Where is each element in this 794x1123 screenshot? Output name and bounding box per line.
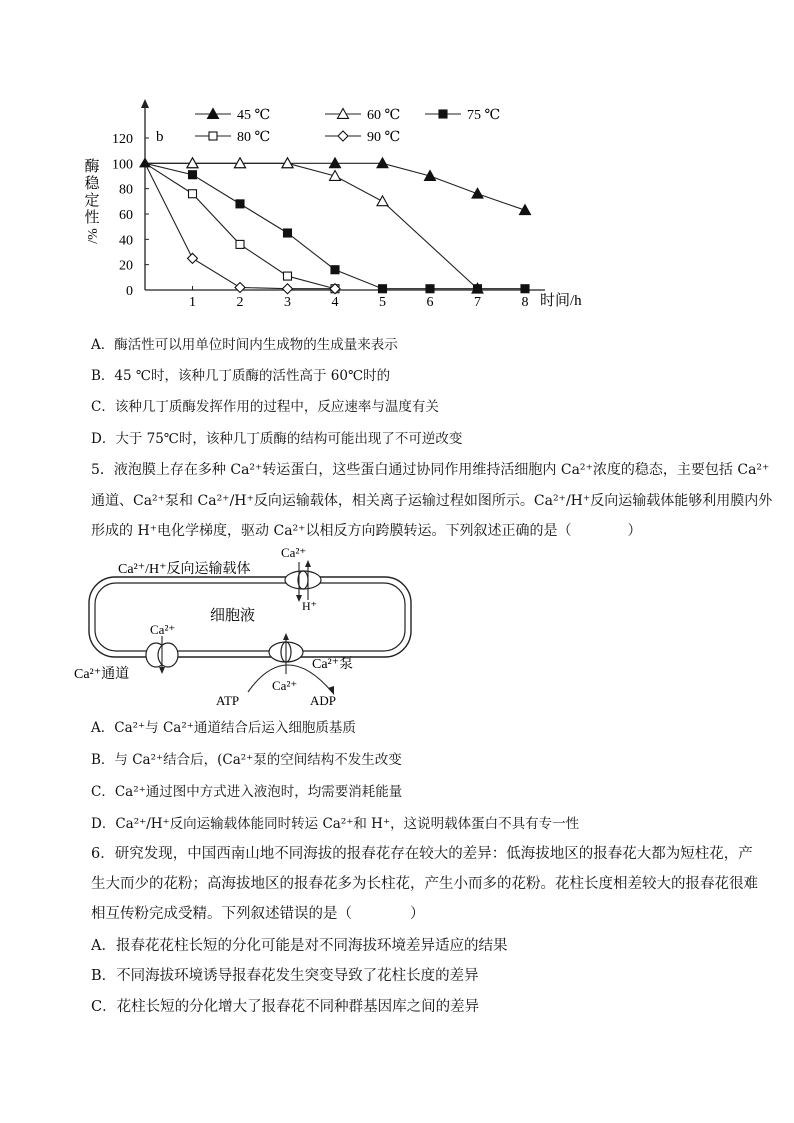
data-point [472, 188, 483, 198]
data-point [284, 229, 292, 237]
series-line [145, 163, 335, 288]
q4-option-b: B．45 ℃时，该种几丁质酶的活性高于 60℃时的 [91, 368, 391, 384]
legend-label: 45 ℃ [237, 108, 271, 123]
x-tick-label: 3 [284, 295, 291, 310]
data-point [521, 285, 529, 293]
data-point [236, 200, 244, 208]
legend-entry [325, 130, 400, 145]
y-axis-label-char: 稳 [84, 176, 100, 192]
data-point [209, 132, 217, 140]
data-point-start [139, 157, 151, 167]
data-point [284, 272, 292, 280]
series-triangle-filled [145, 158, 531, 215]
data-point [282, 158, 293, 168]
q6-option-b: B．不同海拔环境诱导报春花发生突变导致了花柱长度的差异 [91, 968, 479, 984]
q4-option-c: C．该种几丁质酶发挥作用的过程中，反应速率与温度有关 [91, 399, 439, 415]
antiporter-label: Ca²⁺/H⁺反向运输载体 [118, 562, 251, 577]
series-square-open [145, 163, 339, 292]
y-tick-label: 100 [112, 157, 133, 173]
legend-entry [325, 108, 400, 123]
x-tick-label: 1 [189, 295, 196, 310]
y-tick-label: 0 [126, 284, 133, 299]
x-tick-label: 8 [521, 295, 529, 310]
x-tick-label: 2 [236, 295, 244, 310]
y-tick-label: 20 [119, 258, 133, 274]
legend-entry [195, 108, 270, 123]
legend-label: 80 ℃ [237, 130, 271, 145]
y-tick-label: 120 [112, 132, 133, 147]
x-axis-label: 时间/h [540, 293, 582, 309]
data-point [426, 285, 434, 293]
y-axis-label-unit: /% [86, 228, 101, 244]
x-tick-label: 4 [331, 295, 339, 310]
data-point [377, 196, 388, 206]
y-axis-label-char: 酶 [84, 159, 100, 175]
legend-entry [425, 108, 500, 123]
data-point [331, 266, 339, 274]
vacuole-label: 细胞液 [210, 608, 256, 624]
chart-legend [195, 108, 500, 145]
series-diamond-open [145, 163, 340, 293]
data-point [188, 253, 198, 263]
data-point [439, 110, 447, 118]
legend-label: 75 ℃ [467, 108, 501, 123]
ca-channel-label: Ca²⁺通道 [74, 667, 130, 682]
data-point [236, 240, 244, 248]
q6-stem-line2: 生大而少的花粉；高海拔地区的报春花多为长柱花，产生小而多的花粉。花柱长度相差较大的报春花很难 [91, 876, 758, 892]
h-label: H⁺ [302, 599, 317, 613]
q5-option-b: B．与 Ca²⁺结合后，(Ca²⁺泵的空间结构不发生改变 [91, 752, 402, 768]
x-tick-label: 7 [474, 295, 481, 310]
y-tick-label: 60 [119, 208, 133, 223]
q5-stem-line3: 形成的 H⁺电化学梯度，驱动 Ca²⁺以相反方向跨膜转运。下列叙述正确的是（ ） [91, 523, 642, 539]
atp-label: ATP [216, 693, 240, 708]
data-point [338, 131, 348, 141]
data-point [189, 171, 197, 179]
ca-top-label: Ca²⁺ [281, 545, 307, 560]
data-point [189, 190, 197, 198]
q5-stem-line2: 通道、Ca²⁺泵和 Ca²⁺/H⁺反向运输载体，相关离子运输过程如图所示。Ca²⁺/H⁺反向运输载体能够利用膜内外 [91, 493, 773, 509]
series-square-filled [145, 163, 529, 292]
q5-stem-line1: 5．液泡膜上存在多种 Ca²⁺转运蛋白，这些蛋白通过协同作用维持活细胞内 Ca²⁺浓度的稳态，主要包括 Ca²⁺ [91, 462, 770, 478]
q5-option-a: A．Ca²⁺与 Ca²⁺通道结合后运入细胞质基质 [91, 720, 356, 736]
y-axis-label-char: 性 [84, 210, 100, 226]
legend-entry [195, 130, 270, 145]
data-point [235, 158, 246, 168]
legend-label: 90 ℃ [367, 130, 401, 145]
channel-ion-label: Ca²⁺ [150, 622, 176, 637]
q4-option-a: A．酶活性可以用单位时间内生成物的生成量来表示 [91, 337, 398, 353]
q5-option-d: D．Ca²⁺/H⁺反向运输载体能同时转运 Ca²⁺和 H⁺，这说明载体蛋白不具有专一性 [91, 816, 580, 832]
data-point [330, 158, 341, 168]
ca-pump-label: Ca²⁺泵 [312, 657, 354, 672]
q4-option-d: D．大于 75℃时，该种几丁质酶的结构可能出现了不可逆改变 [91, 431, 463, 447]
y-axis-arrow [141, 99, 149, 108]
data-point [377, 158, 388, 168]
enzyme-stability-chart [70, 95, 630, 320]
q6-option-a: A．报春花花柱长短的分化可能是对不同海拔环境差异适应的结果 [91, 938, 508, 954]
data-point [235, 282, 245, 292]
legend-label: 60 ℃ [367, 108, 401, 123]
pump-ion-label: Ca²⁺ [272, 678, 298, 693]
q6-option-c: C．花柱长短的分化增大了报春花不同种群基因库之间的差异 [91, 999, 480, 1015]
q5-option-c: C．Ca²⁺通过图中方式进入液泡时，均需要消耗能量 [91, 784, 403, 800]
data-point [379, 285, 387, 293]
data-point [283, 284, 293, 294]
q6-stem-line3: 相互传粉完成受精。下列叙述错误的是（ ） [91, 906, 425, 922]
chart-series [139, 157, 531, 293]
y-axis-label-char: 定 [84, 193, 100, 209]
data-point [474, 285, 482, 293]
panel-label: b [156, 129, 164, 145]
adp-label: ADP [310, 693, 337, 708]
data-point [187, 158, 198, 168]
y-tick-label: 40 [119, 233, 133, 249]
vacuole-transport-diagram [70, 542, 430, 710]
data-point [208, 109, 219, 119]
ca-channel-protein [146, 636, 178, 674]
antiporter-protein [285, 560, 321, 602]
x-tick-label: 5 [379, 295, 386, 310]
data-point [520, 205, 531, 215]
y-tick-label: 80 [119, 182, 133, 198]
x-tick-label: 6 [426, 295, 434, 310]
series-line [145, 163, 478, 288]
q6-stem-line1: 6．研究发现，中国西南山地不同海拔的报春花存在较大的差异：低海拔地区的报春花大都为短柱花，产 [91, 846, 753, 862]
data-point [338, 109, 349, 119]
